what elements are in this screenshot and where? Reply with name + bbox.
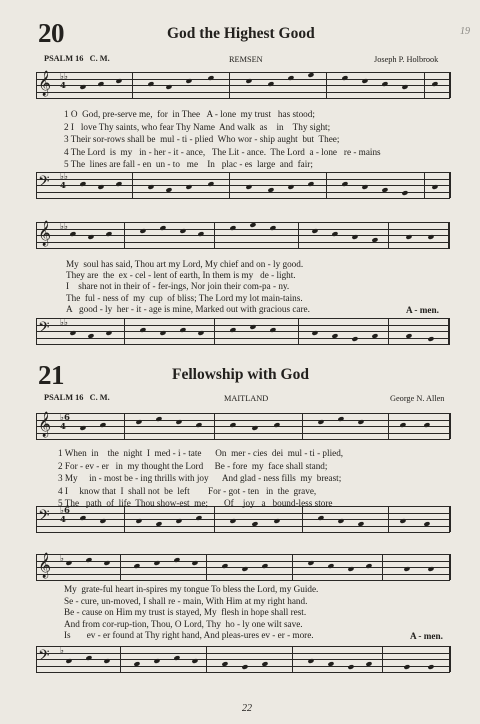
staff-bass: 𝄢 ♭♭ 4 bbox=[36, 172, 450, 198]
verse-block-20b bbox=[66, 260, 310, 316]
psalm-ref-21: PSALM 16 C. M. bbox=[44, 393, 110, 402]
staff-treble: 𝄞 ♭♭ 4 bbox=[36, 72, 450, 98]
verse-block-21a bbox=[58, 449, 343, 512]
staff-bass: 𝄢 ♭6 4 bbox=[36, 506, 450, 532]
lyric-line: 2 I love Thy saints, who fear Thy Name And walk as in Thy sight; bbox=[64, 121, 331, 132]
tune-name-21: MAITLAND bbox=[224, 394, 269, 403]
lyric-line: 3 Their sor-rows shall be mul - ti - plied Who wor - ship aught but Thee; bbox=[64, 134, 340, 144]
corner-fragment: 19 bbox=[460, 26, 470, 37]
staff-treble: 𝄞 ♭6 4 bbox=[36, 413, 450, 439]
lyric-line: 1 When in the night I med - i - tate On mer - cies dei mul - ti - plied, bbox=[58, 448, 344, 458]
amen-20: A - men. bbox=[406, 305, 439, 315]
staff-treble: 𝄞 ♭ bbox=[36, 554, 450, 580]
lyric-line: Be - cause on Him my trust is stayed, My flesh in hope shall rest. bbox=[64, 607, 307, 618]
lyric-line: 2 For - ev - er in my thought the Lord Be - fore my face shall stand; bbox=[58, 460, 328, 471]
tune-name-20: REMSEN bbox=[229, 55, 263, 64]
lyric-line: 5 The path of life Thou show-est me; Of joy a bound-less store bbox=[58, 498, 333, 508]
hymn-number-21: 21 bbox=[38, 360, 64, 390]
lyric-line: The ful - ness of my cup of bliss; The Lord my lot main-tains. bbox=[66, 292, 303, 303]
verse-block-21b bbox=[64, 585, 318, 643]
lyric-line: They are the ex - cel - lent of earth, In them is my de - light. bbox=[66, 270, 296, 281]
lyric-line: 5 The lines are fall - en un - to me In plac - es large and fair; bbox=[64, 159, 313, 169]
lyric-line: And from cor-rup-tion, Thou, O Lord, Thy ho - ly one wilt save. bbox=[64, 618, 303, 629]
lyric-line: My soul has said, Thou art my Lord, My chief and on - ly good. bbox=[66, 259, 304, 269]
psalm-ref-20: PSALM 16 C. M. bbox=[44, 54, 110, 63]
staff-bass: 𝄢 ♭♭ bbox=[36, 318, 450, 344]
lyric-line: 3 My in - most be - ing thrills with joy And glad - ness fills my breast; bbox=[58, 473, 342, 483]
lyric-line: My grate-ful heart in-spires my tongue To bless the Lord, my Guide. bbox=[64, 584, 319, 594]
composer-21: George N. Allen bbox=[390, 394, 445, 403]
lyric-line: 1 O God, pre-serve me, for in Thee A - lone my trust has stood; bbox=[64, 109, 315, 119]
hymn-number-20: 20 bbox=[38, 18, 64, 48]
page-number: 22 bbox=[242, 703, 252, 714]
composer-20: Joseph P. Holbrook bbox=[374, 55, 439, 64]
staff-treble: 𝄞 ♭♭ bbox=[36, 222, 450, 248]
lyric-line: 4 The Lord is my in - her - it - ance, The Lit - ance. The Lord a - lone re - mains bbox=[64, 146, 381, 157]
hymn-title-21: Fellowship with God bbox=[172, 366, 309, 383]
lyric-line: 4 I know that I shall not be left For - got - ten in the grave, bbox=[58, 485, 317, 496]
verse-block-20a bbox=[64, 110, 381, 173]
lyric-line: Se - cure, un-moved, I shall re - main, With Him at my right hand. bbox=[64, 595, 308, 606]
lyric-line: A good - ly her - it - age is mine, Marked out with gracious care. bbox=[66, 303, 310, 314]
amen-21: A - men. bbox=[410, 631, 443, 641]
lyric-line: I share not in their of - fer-ings, Nor join their com-pa - ny. bbox=[66, 281, 290, 292]
staff-bass: 𝄢 ♭ bbox=[36, 646, 450, 672]
hymn-title-20: God the Highest Good bbox=[167, 25, 315, 42]
lyric-line: Is ev - er found at Thy right hand, And pleas-ures ev - er - more. bbox=[64, 630, 314, 641]
